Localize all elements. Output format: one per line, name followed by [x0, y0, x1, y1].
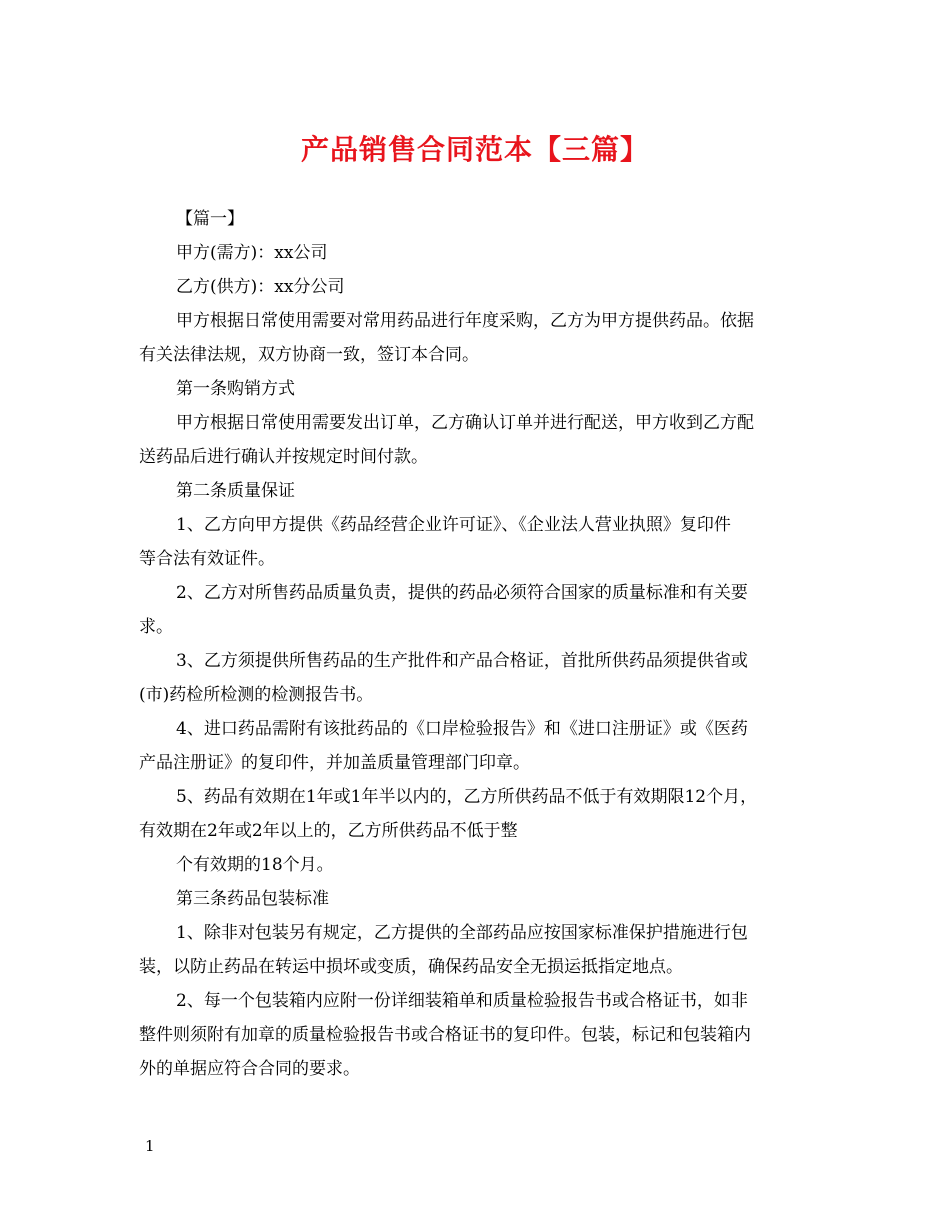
body-line: 【篇一】	[176, 209, 244, 229]
page-number: 1	[145, 1137, 155, 1155]
body-line: 有效期在2年或2年以上的，乙方所供药品不低于整	[139, 821, 518, 841]
body-line: 第三条药品包装标准	[176, 889, 329, 909]
document-title: 产品销售合同范本【三篇】	[300, 133, 649, 166]
body-line: 甲方根据日常使用需要对常用药品进行年度采购，乙方为甲方提供药品。依据	[176, 311, 754, 331]
body-line: 装，以防止药品在转运中损坏或变质，确保药品安全无损运抵指定地点。	[139, 957, 683, 977]
body-line: 4、进口药品需附有该批药品的《口岸检验报告》和《进口注册证》或《医药	[176, 719, 748, 739]
body-line: 整件则须附有加章的质量检验报告书或合格证书的复印件。包装，标记和包装箱内	[139, 1025, 751, 1045]
body-line: 产品注册证》的复印件，并加盖质量管理部门印章。	[139, 753, 530, 773]
body-line: 5、药品有效期在1年或1年半以内的，乙方所供药品不低于有效期限12个月，	[176, 787, 758, 807]
body-line: 求。	[139, 617, 173, 637]
body-line: 乙方(供方)：xx分公司	[176, 277, 345, 297]
body-line: (市)药检所检测的检测报告书。	[139, 685, 374, 705]
document-body	[139, 202, 814, 1086]
body-line: 第一条购销方式	[176, 379, 295, 399]
body-line: 个有效期的18个月。	[176, 855, 334, 875]
body-line: 3、乙方须提供所售药品的生产批件和产品合格证，首批所供药品须提供省或	[176, 651, 748, 671]
body-line: 外的单据应符合合同的要求。	[139, 1059, 360, 1079]
body-line: 甲方根据日常使用需要发出订单，乙方确认订单并进行配送，甲方收到乙方配	[176, 413, 754, 433]
body-line: 2、每一个包装箱内应附一份详细装箱单和质量检验报告书或合格证书，如非	[176, 991, 748, 1011]
body-line: 有关法律法规，双方协商一致，签订本合同。	[139, 345, 479, 365]
body-line: 2、乙方对所售药品质量负责，提供的药品必须符合国家的质量标准和有关要	[176, 583, 748, 603]
body-line: 1、乙方向甲方提供《药品经营企业许可证》、《企业法人营业执照》复印件	[176, 515, 731, 535]
body-line: 等合法有效证件。	[139, 549, 275, 569]
body-line: 甲方(需方)：xx公司	[176, 243, 328, 263]
body-line: 第二条质量保证	[176, 481, 295, 501]
body-line: 1、除非对包装另有规定，乙方提供的全部药品应按国家标准保护措施进行包	[176, 923, 748, 943]
body-line: 送药品后进行确认并按规定时间付款。	[139, 447, 428, 467]
